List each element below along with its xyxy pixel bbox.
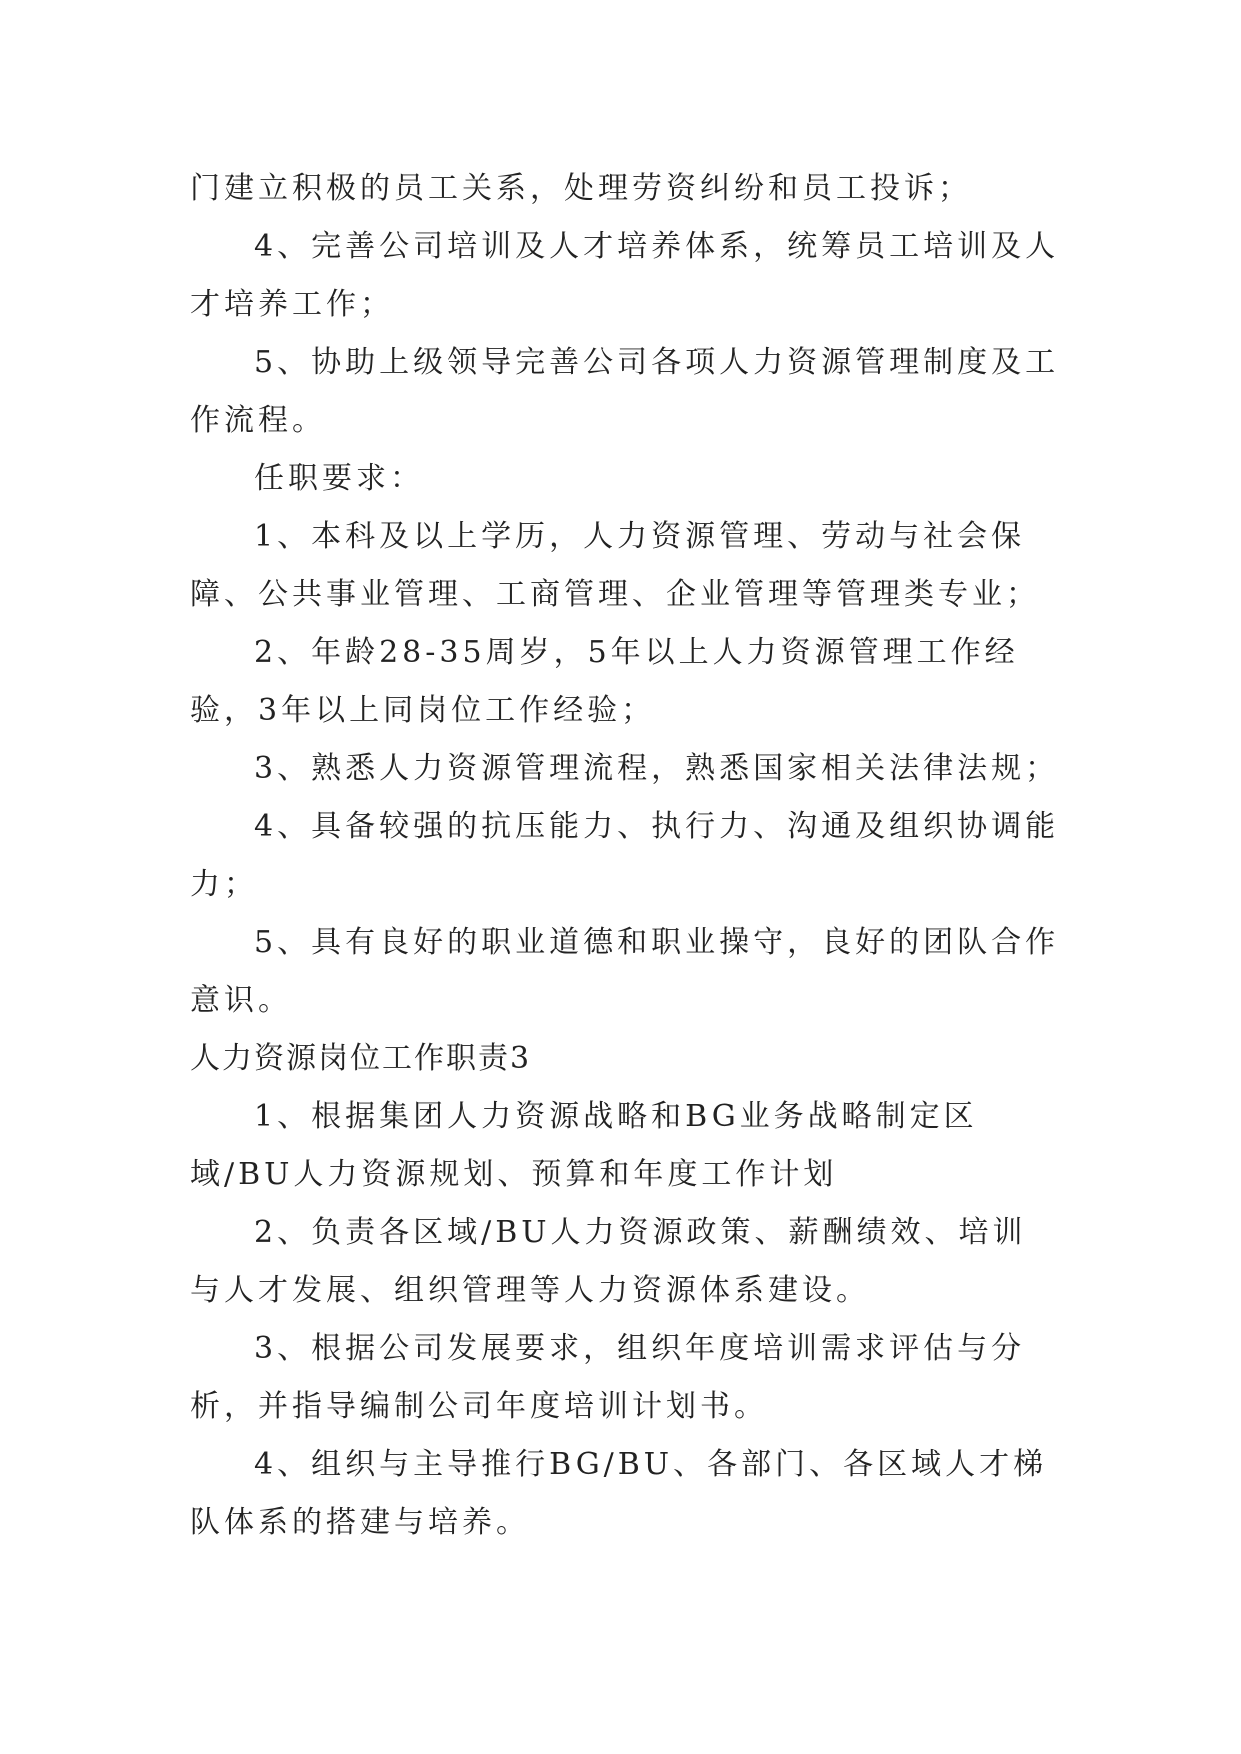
paragraph-continuation: 门建立积极的员工关系，处理劳资纠纷和员工投诉；: [190, 171, 972, 206]
section-heading: 人力资源岗位工作职责3: [190, 1041, 532, 1076]
document-body: [190, 160, 1060, 1552]
duty3-item-1: 1、根据集团人力资源战略和BG业务战略制定区域/BU人力资源规划、预算和年度工作计划: [190, 1099, 978, 1192]
duty-item-4: 4、完善公司培训及人才培养体系，统筹员工培训及人才培养工作；: [190, 229, 1060, 322]
requirement-item-3: 3、熟悉人力资源管理流程，熟悉国家相关法律法规；: [254, 751, 1060, 786]
requirement-item-2: 2、年龄28-35周岁，5年以上人力资源管理工作经验，3年以上同岗位工作经验；: [190, 635, 1019, 728]
requirement-item-5: 5、具有良好的职业道德和职业操守，良好的团队合作意识。: [190, 925, 1060, 1018]
requirements-heading: 任职要求：: [254, 461, 424, 496]
duty3-item-3: 3、根据公司发展要求，组织年度培训需求评估与分析，并指导编制公司年度培训计划书。: [190, 1331, 1026, 1424]
duty-item-5: 5、协助上级领导完善公司各项人力资源管理制度及工作流程。: [190, 345, 1060, 438]
duty3-item-4: 4、组织与主导推行BG/BU、各部门、各区域人才梯队体系的搭建与培养。: [190, 1447, 1048, 1540]
requirement-item-1: 1、本科及以上学历，人力资源管理、劳动与社会保障、公共事业管理、工商管理、企业管理等管理类专业；: [190, 519, 1040, 612]
requirement-item-4: 4、具备较强的抗压能力、执行力、沟通及组织协调能力；: [190, 809, 1060, 902]
duty3-item-2: 2、负责各区域/BU人力资源政策、薪酬绩效、培训与人才发展、组织管理等人力资源体系建设。: [190, 1215, 1027, 1308]
